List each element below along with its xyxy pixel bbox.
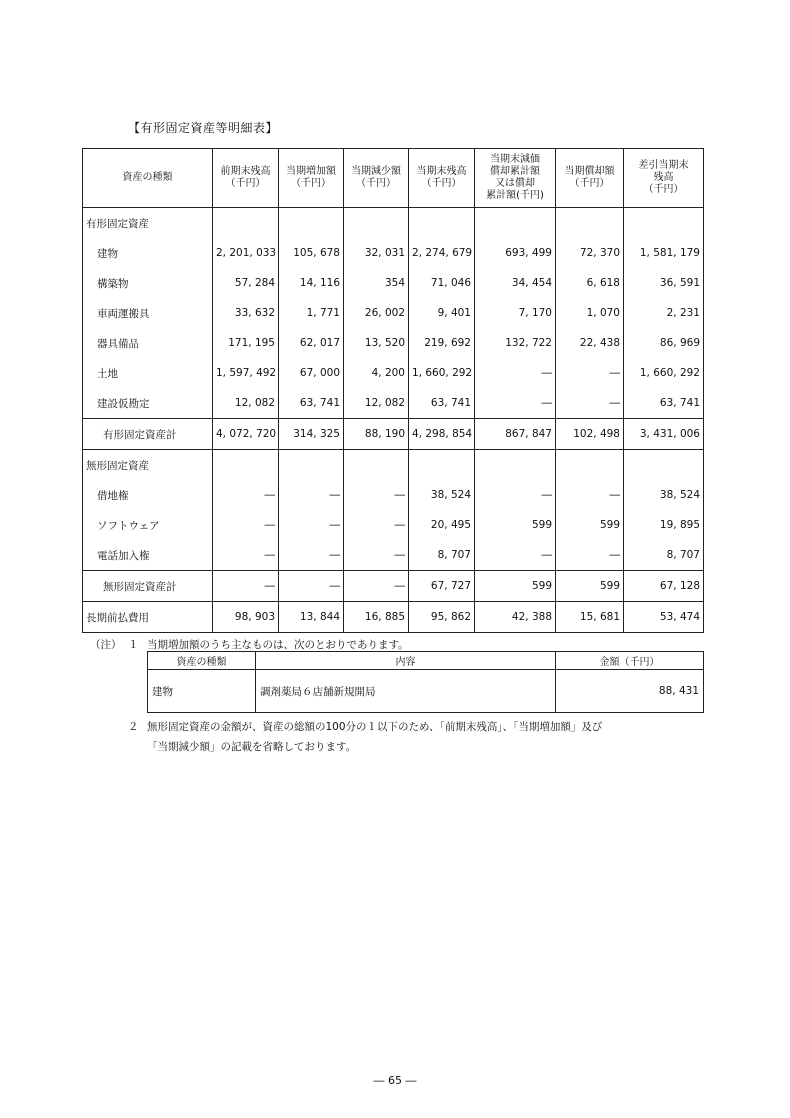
value-cell: 63, 741: [279, 388, 344, 419]
value-cell: ―: [475, 358, 556, 388]
value-cell: 20, 495: [409, 510, 475, 540]
value-cell: 38, 524: [624, 480, 704, 510]
value-cell: 4, 200: [344, 358, 409, 388]
table-row: [83, 328, 704, 358]
column-header-line: 又は償却: [495, 178, 535, 189]
value-cell: 67, 000: [279, 358, 344, 388]
column-header-line: 資産の種類: [122, 172, 173, 183]
empty-cell: [279, 450, 344, 481]
column-header: [344, 149, 409, 208]
value-cell: 9, 401: [409, 298, 475, 328]
value-cell: 7, 170: [475, 298, 556, 328]
value-cell: 105, 678: [279, 238, 344, 268]
table-row: [83, 298, 704, 328]
empty-cell: [213, 450, 279, 481]
value-cell: 63, 741: [409, 388, 475, 419]
column-header-line: 当期減少額: [351, 166, 401, 177]
column-header: [475, 149, 556, 208]
column-header: [279, 149, 344, 208]
asset-name: 長期前払費用: [83, 602, 213, 633]
value-cell: 71, 046: [409, 268, 475, 298]
value-cell: 12, 082: [213, 388, 279, 419]
value-cell: ―: [213, 510, 279, 540]
value-cell: 1, 660, 292: [409, 358, 475, 388]
asset-name: 建設仮勘定: [83, 388, 213, 419]
value-cell: 8, 707: [624, 540, 704, 571]
column-header-line: 累計額(千円): [486, 190, 544, 201]
table-row: [83, 358, 704, 388]
table-row: [83, 540, 704, 571]
value-cell: 867, 847: [475, 419, 556, 450]
asset-name: 土地: [83, 358, 213, 388]
sub-table-row: [148, 670, 704, 713]
sub-header-content: 内容: [256, 652, 556, 670]
fixed-assets-table: [82, 148, 704, 633]
value-cell: 13, 844: [279, 602, 344, 633]
value-cell: 132, 722: [475, 328, 556, 358]
value-cell: ―: [556, 358, 624, 388]
value-cell: ―: [475, 480, 556, 510]
value-cell: ―: [344, 510, 409, 540]
column-header: [83, 149, 213, 208]
value-cell: ―: [344, 540, 409, 571]
sub-header-type: 資産の種類: [148, 652, 256, 670]
value-cell: 219, 692: [409, 328, 475, 358]
value-cell: ―: [556, 540, 624, 571]
column-header-line: 償却累計額: [490, 166, 540, 177]
note-1-number: １: [128, 639, 139, 651]
value-cell: 314, 325: [279, 419, 344, 450]
value-cell: 95, 862: [409, 602, 475, 633]
table-row: [83, 238, 704, 268]
value-cell: 19, 895: [624, 510, 704, 540]
value-cell: ―: [556, 480, 624, 510]
page-number: ― 65 ―: [373, 1074, 417, 1087]
column-header-line: （千円）: [569, 178, 610, 189]
empty-cell: [624, 450, 704, 481]
value-cell: 1, 597, 492: [213, 358, 279, 388]
value-cell: ―: [475, 388, 556, 419]
sub-cell-type: 建物: [148, 670, 256, 713]
increase-detail-table: [147, 651, 704, 713]
table-row: [83, 268, 704, 298]
value-cell: 599: [556, 510, 624, 540]
empty-cell: [213, 208, 279, 239]
value-cell: 32, 031: [344, 238, 409, 268]
value-cell: 53, 474: [624, 602, 704, 633]
empty-cell: [624, 208, 704, 239]
table-header-row: [83, 149, 704, 208]
sub-header-amount: 金額（千円）: [556, 652, 704, 670]
value-cell: 599: [556, 571, 624, 602]
table-row: [83, 510, 704, 540]
column-header: [624, 149, 704, 208]
asset-name: 有形固定資産計: [83, 419, 213, 450]
value-cell: ―: [213, 571, 279, 602]
value-cell: 4, 072, 720: [213, 419, 279, 450]
value-cell: 14, 116: [279, 268, 344, 298]
value-cell: 1, 660, 292: [624, 358, 704, 388]
group-label-row: [83, 450, 704, 481]
value-cell: 6, 618: [556, 268, 624, 298]
empty-cell: [556, 208, 624, 239]
empty-cell: [344, 450, 409, 481]
empty-cell: [344, 208, 409, 239]
empty-cell: [279, 208, 344, 239]
table-row: [83, 480, 704, 510]
column-header-line: （千円）: [291, 178, 331, 189]
table-row: [83, 602, 704, 633]
value-cell: 62, 017: [279, 328, 344, 358]
empty-cell: [556, 450, 624, 481]
note-1-text: 当期増加額のうち主なものは、次のとおりであります。: [147, 639, 409, 651]
value-cell: 13, 520: [344, 328, 409, 358]
value-cell: 599: [475, 571, 556, 602]
sub-cell-amount: 88, 431: [556, 670, 704, 713]
sub-table-header-row: [148, 652, 704, 670]
column-header-line: 差引当期末: [638, 160, 689, 171]
empty-cell: [409, 450, 475, 481]
asset-name: 建物: [83, 238, 213, 268]
table-row: [83, 571, 704, 602]
note-1: [90, 637, 409, 652]
page-title: 【有形固定資産等明細表】: [128, 121, 279, 135]
group-label: 無形固定資産: [83, 450, 213, 481]
empty-cell: [475, 208, 556, 239]
value-cell: 1, 771: [279, 298, 344, 328]
value-cell: ―: [344, 480, 409, 510]
value-cell: 2, 201, 033: [213, 238, 279, 268]
table-row: [83, 419, 704, 450]
empty-cell: [409, 208, 475, 239]
value-cell: 354: [344, 268, 409, 298]
value-cell: 171, 195: [213, 328, 279, 358]
column-header-line: 当期増加額: [286, 166, 336, 177]
value-cell: ―: [279, 571, 344, 602]
value-cell: 38, 524: [409, 480, 475, 510]
value-cell: 22, 438: [556, 328, 624, 358]
value-cell: 63, 741: [624, 388, 704, 419]
asset-name: 車両運搬具: [83, 298, 213, 328]
value-cell: 26, 002: [344, 298, 409, 328]
group-label: 有形固定資産: [83, 208, 213, 239]
column-header-line: 残高: [653, 172, 674, 183]
column-header-line: 当期末残高: [416, 166, 467, 177]
value-cell: 15, 681: [556, 602, 624, 633]
asset-name: 無形固定資産計: [83, 571, 213, 602]
note-2-line-2: 「当期減少額」の記載を省略しております。: [147, 741, 357, 753]
column-header: [556, 149, 624, 208]
value-cell: 88, 190: [344, 419, 409, 450]
note-2-number: ２: [128, 721, 139, 733]
value-cell: 57, 284: [213, 268, 279, 298]
value-cell: 33, 632: [213, 298, 279, 328]
value-cell: 1, 581, 179: [624, 238, 704, 268]
value-cell: 12, 082: [344, 388, 409, 419]
column-header-line: （千円）: [225, 178, 266, 189]
value-cell: 16, 885: [344, 602, 409, 633]
value-cell: ―: [556, 388, 624, 419]
value-cell: 1, 070: [556, 298, 624, 328]
asset-name: ソフトウェア: [83, 510, 213, 540]
value-cell: ―: [279, 540, 344, 571]
column-header-line: （千円）: [643, 184, 684, 195]
column-header-line: 当期末減価: [490, 154, 540, 165]
column-header: [409, 149, 475, 208]
value-cell: ―: [213, 540, 279, 571]
group-label-row: [83, 208, 704, 239]
value-cell: 102, 498: [556, 419, 624, 450]
asset-name: 電話加入権: [83, 540, 213, 571]
value-cell: 72, 370: [556, 238, 624, 268]
asset-name: 借地権: [83, 480, 213, 510]
column-header-line: （千円）: [421, 178, 462, 189]
value-cell: 34, 454: [475, 268, 556, 298]
value-cell: ―: [475, 540, 556, 571]
value-cell: ―: [344, 571, 409, 602]
value-cell: 2, 231: [624, 298, 704, 328]
value-cell: 4, 298, 854: [409, 419, 475, 450]
value-cell: 693, 499: [475, 238, 556, 268]
value-cell: 67, 128: [624, 571, 704, 602]
value-cell: 36, 591: [624, 268, 704, 298]
value-cell: 42, 388: [475, 602, 556, 633]
value-cell: 599: [475, 510, 556, 540]
empty-cell: [475, 450, 556, 481]
column-header-line: （千円）: [356, 178, 396, 189]
value-cell: 2, 274, 679: [409, 238, 475, 268]
note-2-line-1: 無形固定資産の金額が、資産の総額の100分の１以下のため、「前期末残高」、「当期増加額」及び: [147, 721, 603, 733]
value-cell: 3, 431, 006: [624, 419, 704, 450]
column-header: [213, 149, 279, 208]
value-cell: 98, 903: [213, 602, 279, 633]
column-header-line: 当期償却額: [564, 166, 615, 177]
value-cell: 67, 727: [409, 571, 475, 602]
sub-cell-content: 調剤薬局６店舗新規開局: [256, 670, 556, 713]
note-marker: （注）: [90, 639, 122, 651]
value-cell: ―: [279, 480, 344, 510]
value-cell: ―: [279, 510, 344, 540]
table-row: [83, 388, 704, 419]
asset-name: 構築物: [83, 268, 213, 298]
value-cell: 8, 707: [409, 540, 475, 571]
column-header-line: 前期末残高: [220, 166, 271, 177]
asset-name: 器具備品: [83, 328, 213, 358]
value-cell: 86, 969: [624, 328, 704, 358]
value-cell: ―: [213, 480, 279, 510]
